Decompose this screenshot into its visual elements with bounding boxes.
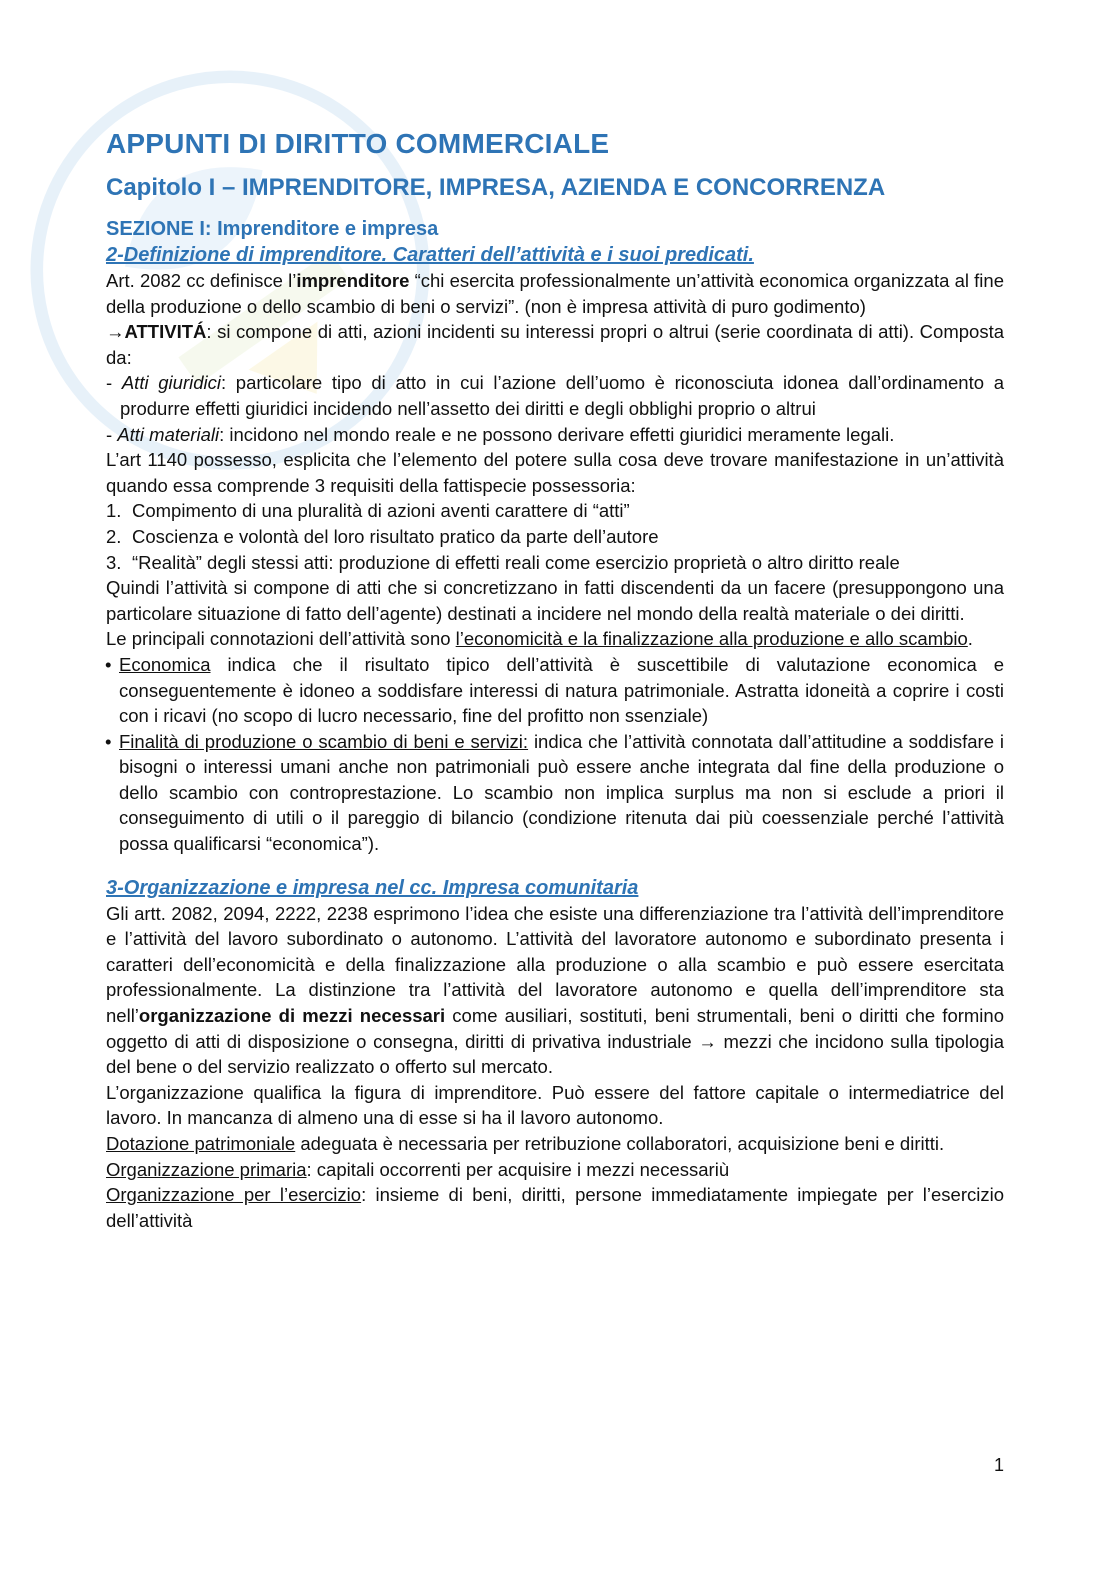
numbered-item: 3. “Realità” degli stessi atti: produzione di effetti reali come esercizio proprietà o altro diritto reale (106, 551, 900, 573)
document-page (106, 128, 1004, 1233)
numbered-item: 1. Compimento di una pluralità di azioni aventi carattere di “atti” (106, 500, 630, 522)
paragraph: Organizzazione primaria: capitali occorrenti per acquisire i mezzi necessariù (106, 1158, 730, 1180)
paragraph: Organizzazione per l’esercizio: insieme di beni, diritti, persone immediatamente impiegate per l’esercizio dell’attività (106, 1184, 1005, 1231)
section-title: SEZIONE I: Imprenditore e impresa (106, 218, 439, 240)
paragraph: Dotazione patrimoniale adeguata è necessaria per retribuzione collaboratori, acquisizione beni e diritti. (106, 1133, 945, 1154)
bullet-item: • Economica indica che il risultato tipico dell’attività è suscettibile di valutazione economica e conseguentemente è idoneo a soddisfare interessi di natura patrimoniale. Astratta idoneità a coprire i costi con i ricavi (no scopo di lucro necessario, fine del profitto non ssenziale) (106, 652, 1004, 729)
document-title: APPUNTI DI DIRITTO COMMERCIALE (106, 128, 610, 159)
paragraph: Quindi l’attività si compone di atti che si concretizzano in fatti discendenti da un facere (presuppongono una particolare situazione di fatto dell’agente) destinati a incidere nel mondo della realtà materiale o dei diritti. (106, 577, 1004, 624)
list-item: - Atti giuridici: particolare tipo di atto in cui l’azione dell’uomo è riconosciuta idonea dall’ordinamento a produrre effetti giuridici incidendo nell’assetto dei diritti e degli obblighi proprio o altrui (106, 372, 1004, 419)
paragraph: →ATTIVITÁ: si compone di atti, azioni incidenti su interessi propri o altrui (serie coordinata di atti). Composta da: (106, 321, 1004, 368)
subsection-2-heading: 2-Definizione di imprenditore. Caratteri dell’attività e i suoi predicati. (106, 244, 754, 266)
paragraph: Le principali connotazioni dell’attività sono l’economicità e la finalizzazione alla produzione e allo scambio. (106, 628, 973, 650)
numbered-item: 2. Coscienza e volontà del loro risultato pratico da parte dell’autore (106, 525, 659, 547)
chapter-title: Capitolo I – IMPRENDITORE, IMPRESA, AZIENDA E CONCORRENZA (106, 174, 886, 201)
list-item: - Atti materiali: incidono nel mondo reale e ne possono derivare effetti giuridici meramente legali. (106, 423, 895, 445)
page-number: 1 (993, 1455, 1004, 1475)
paragraph: L’organizzazione qualifica la figura di imprenditore. Può essere del fattore capitale o intermediatrice del lavoro. In mancanza di almeno una di esse si ha il lavoro autonomo. (106, 1081, 1004, 1129)
paragraph: Gli artt. 2082, 2094, 2222, 2238 esprimono l’idea che esiste una differenziazione tra l’attività dell’imprenditore e l’attività del lavoro subordinato o autonomo. L’attività del lavoratore autonomo e subordinato presenta i caratteri dell’economicità e della finalizzazione alla produzione o alla scambio e può essere esercitata professionalmente. La distinzione tra l’attività del lavoratore autonomo e quella dell’imprenditore sta nell’organizzazione di mezzi necessari come ausiliari, sostituti, beni strumentali, beni o diritti che formino oggetto di atti di disposizione o consegna, diritti di privativa industriale → mezzi che incidono sulla tipologia del bene o del servizio realizzato o offerto sul mercato. (106, 902, 1004, 1078)
paragraph: Art. 2082 cc definisce l’imprenditore “chi esercita professionalmente un’attività economica organizzata al fine della produzione o dello scambio di beni o servizi”. (non è impresa attività di puro godimento) (106, 270, 1004, 317)
paragraph: L’art 1140 possesso, esplicita che l’elemento del potere sulla cosa deve trovare manifestazione in un’attività quando essa comprende 3 requisiti della fattispecie possessoria: (106, 449, 1004, 496)
bullet-item: • Finalità di produzione o scambio di beni e servizi: indica che l’attività connotata dall’attitudine a soddisfare i bisogni o interessi umani anche non patrimoniali può essere anche integrata dal fine della produzione o dello scambio con controprestazione. Lo scambio non implica surplus ma non si esclude a priori il conseguimento di utili o il pareggio di bilancio (condizione ritenuta dai più coessenziale perché l’attività possa qualificarsi “economica”). (106, 729, 1004, 857)
subsection-3-heading: 3-Organizzazione e impresa nel cc. Impresa comunitaria (106, 876, 639, 899)
